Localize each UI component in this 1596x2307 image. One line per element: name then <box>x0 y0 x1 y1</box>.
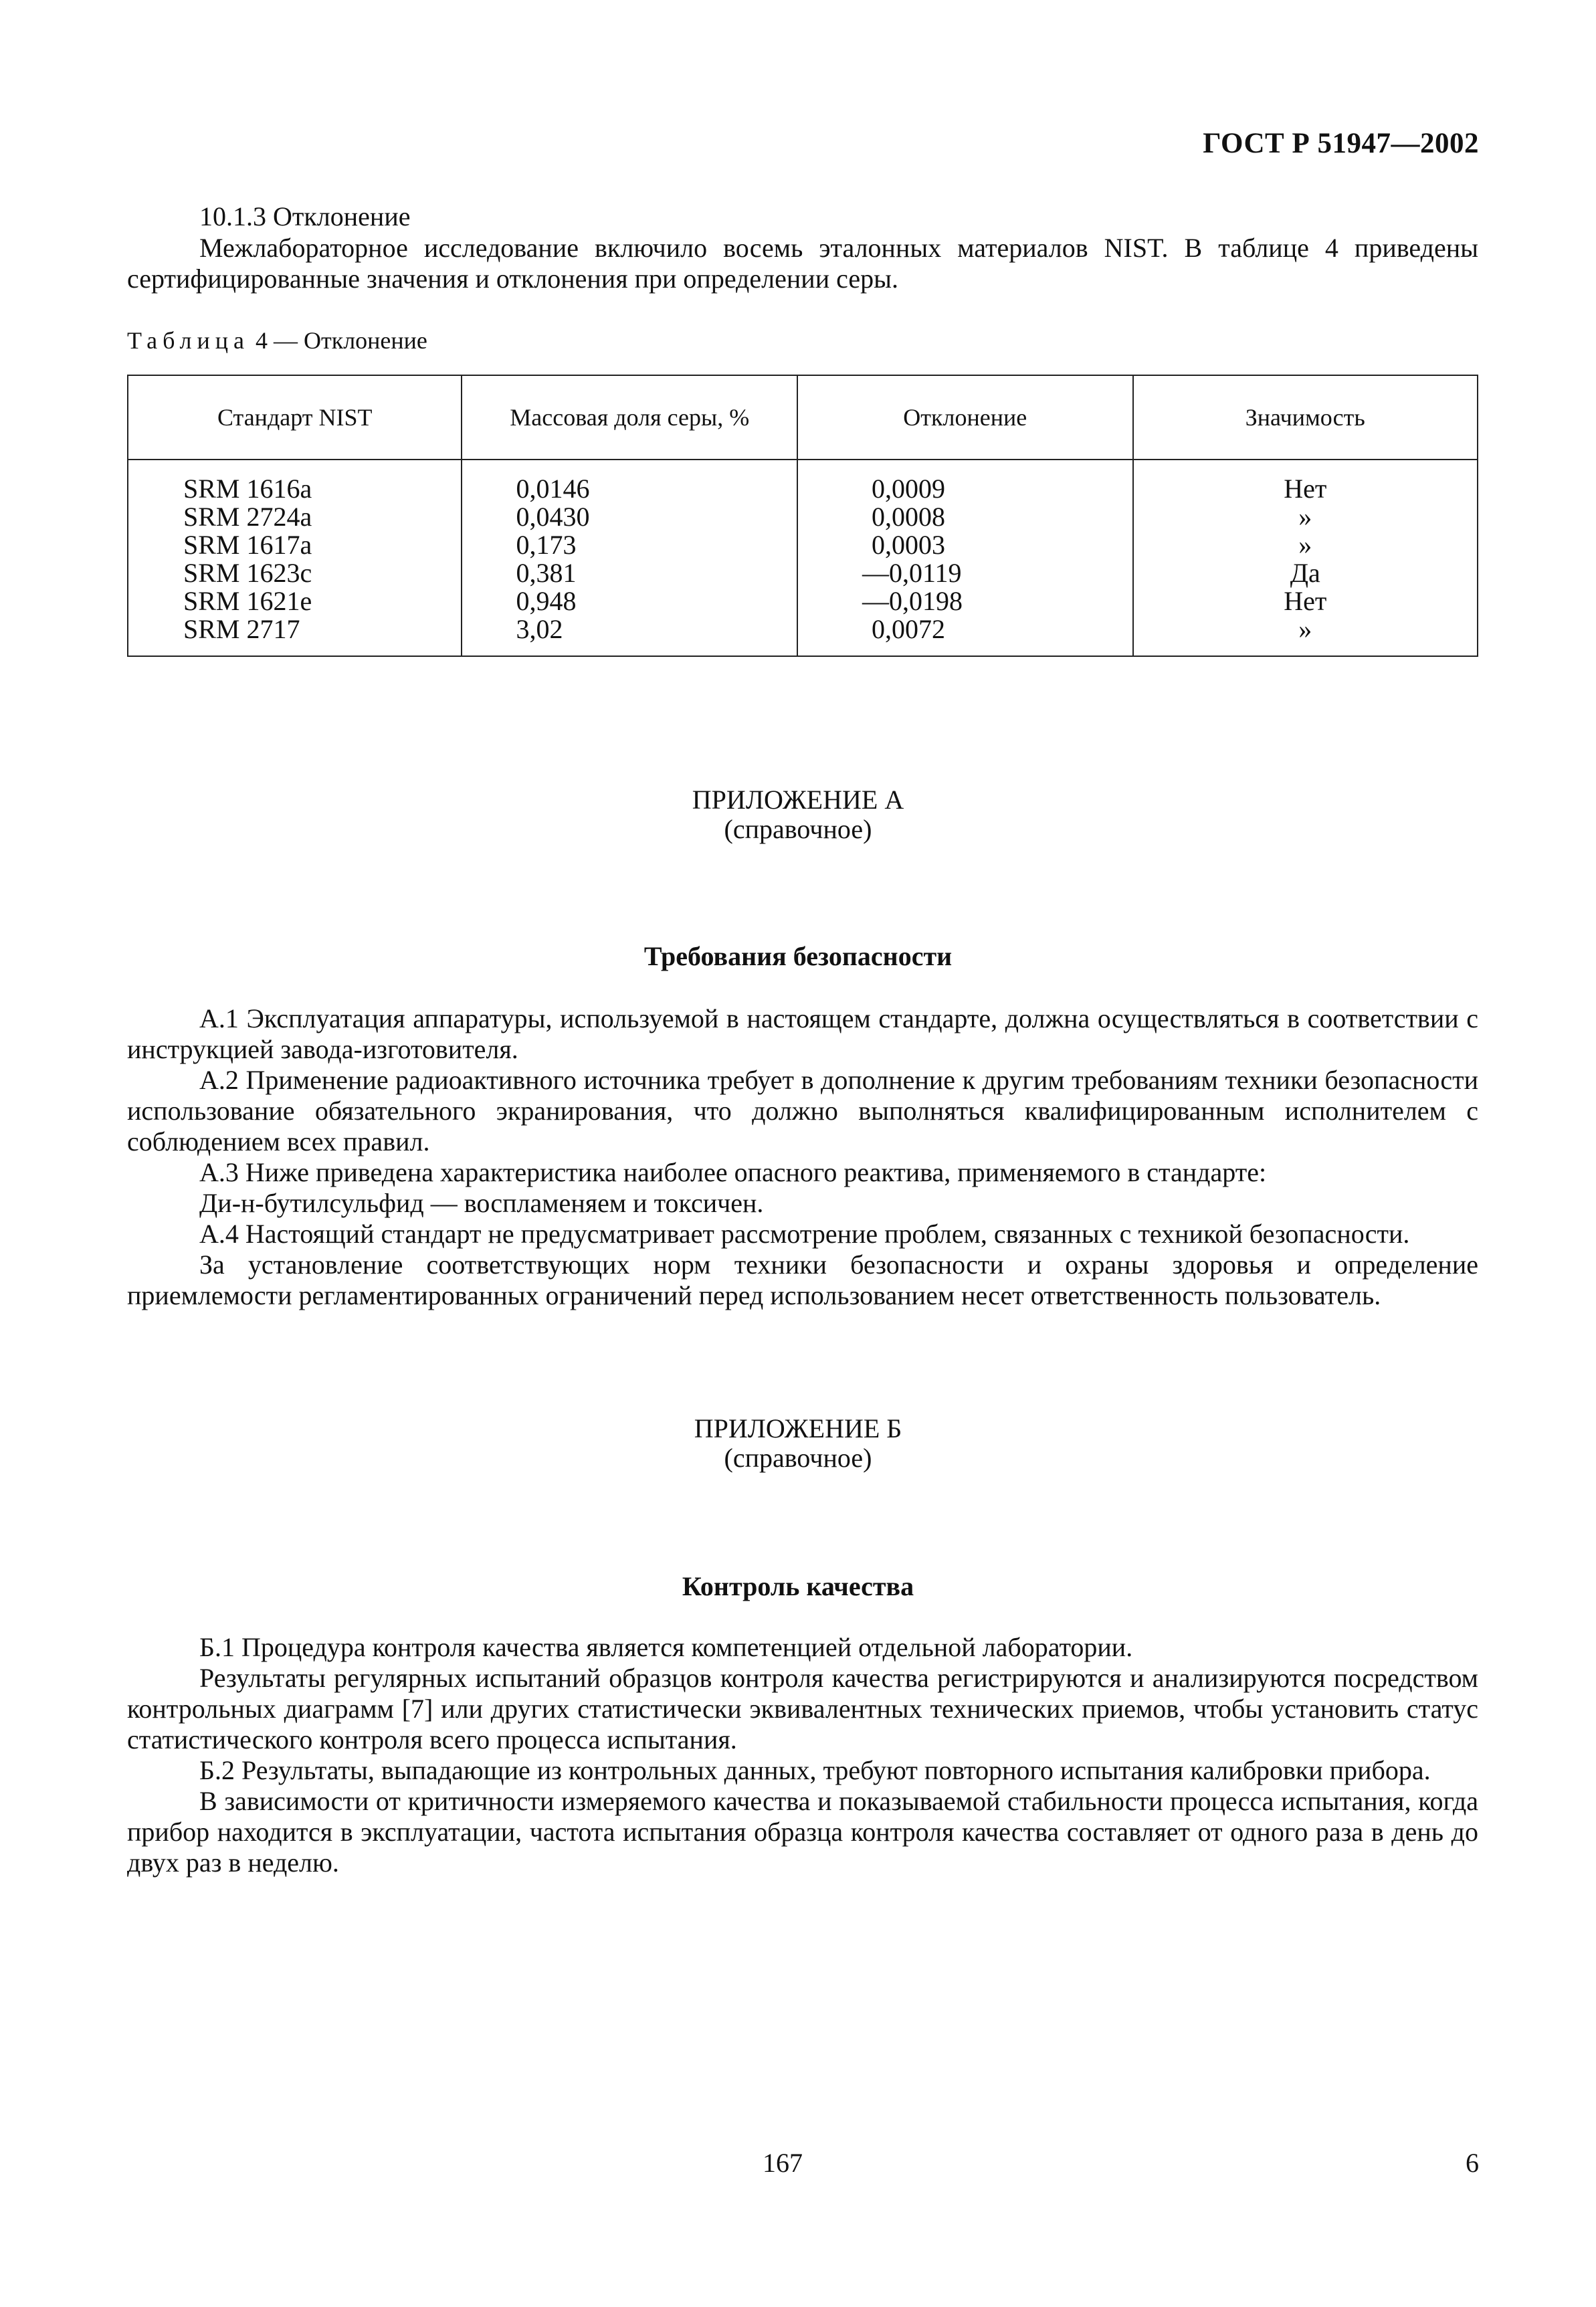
table-row <box>128 460 1478 503</box>
table-cell-deviation: 0,0003 <box>797 531 1133 559</box>
table-cell-significance: Да <box>1133 559 1478 587</box>
table-header-row <box>128 375 1478 460</box>
table-cell-significance: Нет <box>1133 587 1478 615</box>
table-header-cell: Массовая доля серы, % <box>462 375 797 460</box>
appendix-b-heading: Контроль качества <box>682 1571 914 1601</box>
appendix-a-paragraph: А.2 Применение радиоактивного источника требует в дополнение к другим требованиям техники безопасности использование обязательного экранирования, что должно выполняться квалифицированным исполнителем с соблюдением всех правил. <box>127 1065 1478 1157</box>
appendix-b-paragraph: Б.1 Процедура контроля качества является компетенцией отдельной лаборатории. <box>199 1632 1133 1662</box>
table-row <box>128 531 1478 559</box>
table-cell-standard: SRM 2717 <box>128 615 462 656</box>
appendix-a-paragraph: За установление соответствующих норм техники безопасности и охраны здоровья и определение приемлемости регламентированных ограничений перед использованием несет ответственность пользователь. <box>127 1249 1478 1310</box>
table-header-cell: Отклонение <box>797 375 1133 460</box>
table-cell-deviation: —0,0119 <box>797 559 1133 587</box>
appendix-a-paragraph: А.4 Настоящий стандарт не предусматривает рассмотрение проблем, связанных с техникой безопасности. <box>199 1219 1410 1249</box>
table-cell-standard: SRM 1617a <box>128 531 462 559</box>
sheet-number: 6 <box>1466 2148 1479 2178</box>
table-cell-significance: » <box>1133 503 1478 531</box>
table-row <box>128 503 1478 531</box>
table-cell-deviation: 0,0009 <box>797 460 1133 503</box>
table-cell-standard: SRM 1623c <box>128 559 462 587</box>
document-code: ГОСТ Р 51947—2002 <box>1203 128 1479 159</box>
table-cell-deviation: 0,0072 <box>797 615 1133 656</box>
table-cell-mass-fraction: 0,0146 <box>462 460 797 503</box>
table-row <box>128 559 1478 587</box>
table-cell-significance: » <box>1133 615 1478 656</box>
table-caption-rest: 4 — Отклонение <box>249 327 427 354</box>
appendix-a-body <box>127 1003 1478 1311</box>
appendix-a-heading: Требования безопасности <box>643 941 953 971</box>
table-cell-standard: SRM 1621e <box>128 587 462 615</box>
appendix-a-paragraph: Ди-н-бутилсульфид — воспламеняем и токсичен. <box>199 1188 764 1218</box>
table-cell-deviation: 0,0008 <box>797 503 1133 531</box>
deviation-table <box>127 375 1478 657</box>
appendix-b-paragraph: Результаты регулярных испытаний образцов контроля качества регистрируются и анализируются посредством контрольных диаграмм [7] или других статистически эквивалентных технических приемов, чтобы установить статус статистического контроля всего процесса испытания. <box>127 1663 1478 1754</box>
table-cell-significance: » <box>1133 531 1478 559</box>
section-paragraph: Межлабораторное исследование включило восемь эталонных материалов NIST. В таблице 4 приведены сертифицированные значения и отклонения при определении серы. <box>127 233 1478 294</box>
table-caption <box>127 326 427 355</box>
page-number: 167 <box>763 2148 803 2178</box>
table-cell-deviation: —0,0198 <box>797 587 1133 615</box>
appendix-b-title: ПРИЛОЖЕНИЕ Б <box>694 1413 902 1443</box>
table-row <box>128 587 1478 615</box>
section-title: 10.1.3 Отклонение <box>199 201 411 231</box>
table-cell-mass-fraction: 0,0430 <box>462 503 797 531</box>
table-header-cell: Стандарт NIST <box>128 375 462 460</box>
appendix-b-paragraph: В зависимости от критичности измеряемого качества и показываемой стабильности процесса испытания, когда прибор находится в эксплуатации, частота испытания образца контроля качества составляет от одного раза в день до двух раз в неделю. <box>127 1786 1478 1878</box>
table-cell-mass-fraction: 0,381 <box>462 559 797 587</box>
appendix-a-subtitle: (справочное) <box>724 814 872 844</box>
table-cell-significance: Нет <box>1133 460 1478 503</box>
table-row <box>128 615 1478 656</box>
table-caption-prefix: Таблица <box>127 327 250 354</box>
appendix-a-paragraph: А.3 Ниже приведена характеристика наиболее опасного реактива, применяемого в стандарте: <box>199 1157 1267 1187</box>
table-header-cell: Значимость <box>1133 375 1478 460</box>
appendix-a-paragraph: А.1 Эксплуатация аппаратуры, используемой в настоящем стандарте, должна осуществляться в соответствии с инструкцией завода-изготовителя. <box>127 1003 1478 1064</box>
table-cell-standard: SRM 2724a <box>128 503 462 531</box>
table-cell-mass-fraction: 3,02 <box>462 615 797 656</box>
table-cell-mass-fraction: 0,173 <box>462 531 797 559</box>
table-cell-standard: SRM 1616a <box>128 460 462 503</box>
appendix-b-subtitle: (справочное) <box>724 1443 872 1473</box>
appendix-a-title: ПРИЛОЖЕНИЕ А <box>692 785 904 815</box>
appendix-b-body <box>127 1632 1478 1878</box>
section-body <box>127 233 1478 294</box>
appendix-b-paragraph: Б.2 Результаты, выпадающие из контрольных данных, требуют повторного испытания калибровки прибора. <box>199 1755 1431 1785</box>
table-cell-mass-fraction: 0,948 <box>462 587 797 615</box>
